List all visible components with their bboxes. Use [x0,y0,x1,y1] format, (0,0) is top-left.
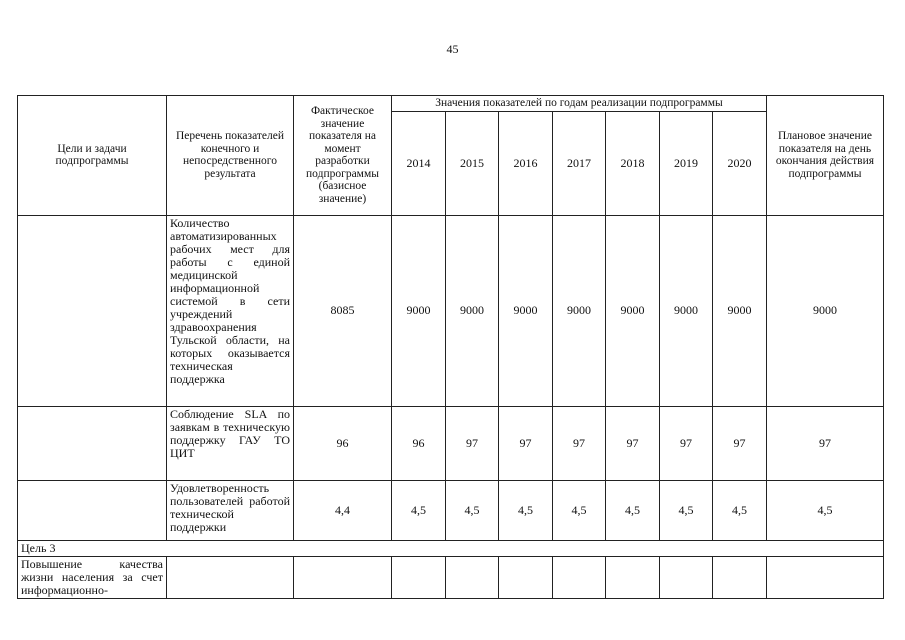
empty-cell [767,556,884,598]
header-indicators: Перечень показателей конечного и непосредственного результата [167,96,294,216]
indicator-name: Количество автоматизированных рабочих мест для работы с единой медицинской информационной системой в сети учреждений здравоохранения Тульской области, на которых оказывается техническая поддержка [167,215,294,406]
year-value: 9000 [553,215,606,406]
header-year: 2020 [713,111,767,215]
year-value: 9000 [660,215,713,406]
empty-cell [553,556,606,598]
page-number: 45 [446,42,459,56]
planned-value: 9000 [767,215,884,406]
table-row [18,556,884,598]
year-value: 4,5 [713,480,767,540]
year-value: 97 [446,406,499,480]
indicator-name: Удовлетворенность пользователей работой технической поддержки [167,480,294,540]
header-planned: Плановое значение показателя на день окончания действия подпрограммы [767,96,884,216]
year-value: 9000 [499,215,553,406]
year-value: 9000 [606,215,660,406]
year-value: 96 [392,406,446,480]
indicator-name: Соблюдение SLA по заявкам в техническую поддержку ГАУ ТО ЦИТ [167,406,294,480]
year-value: 9000 [392,215,446,406]
year-value: 97 [660,406,713,480]
year-value: 97 [553,406,606,480]
actual-value: 96 [294,406,392,480]
year-value: 9000 [713,215,767,406]
empty-cell [606,556,660,598]
header-actual: Фактическое значение показателя на момент разработки подпрограммы (базисное значение) [294,96,392,216]
header-year: 2016 [499,111,553,215]
header-goals: Цели и задачи подпрограммы [18,96,167,216]
table-row [18,480,884,540]
empty-cell [660,556,713,598]
actual-value: 8085 [294,215,392,406]
goal-cell [18,480,167,540]
goal-cell [18,215,167,406]
empty-cell [713,556,767,598]
goal-cell [18,406,167,480]
header-by-years: Значения показателей по годам реализации подпрограммы [392,96,767,112]
year-value: 4,5 [499,480,553,540]
goal-3-text: Повышение качества жизни населения за счет информационно- [18,556,167,598]
year-value: 4,5 [606,480,660,540]
year-value: 97 [606,406,660,480]
year-value: 97 [713,406,767,480]
year-value: 4,5 [553,480,606,540]
empty-cell [294,556,392,598]
empty-cell [392,556,446,598]
planned-value: 97 [767,406,884,480]
header-year: 2019 [660,111,713,215]
actual-value: 4,4 [294,480,392,540]
year-value: 4,5 [446,480,499,540]
goal-3-label: Цель 3 [18,540,884,556]
year-value: 4,5 [660,480,713,540]
header-year: 2015 [446,111,499,215]
planned-value: 4,5 [767,480,884,540]
year-value: 9000 [446,215,499,406]
year-value: 4,5 [392,480,446,540]
header-year: 2017 [553,111,606,215]
table-row [18,215,884,406]
indicators-table [17,95,884,599]
header-year: 2014 [392,111,446,215]
table-row [18,406,884,480]
empty-cell [446,556,499,598]
year-value: 97 [499,406,553,480]
empty-cell [167,556,294,598]
header-year: 2018 [606,111,660,215]
empty-cell [499,556,553,598]
